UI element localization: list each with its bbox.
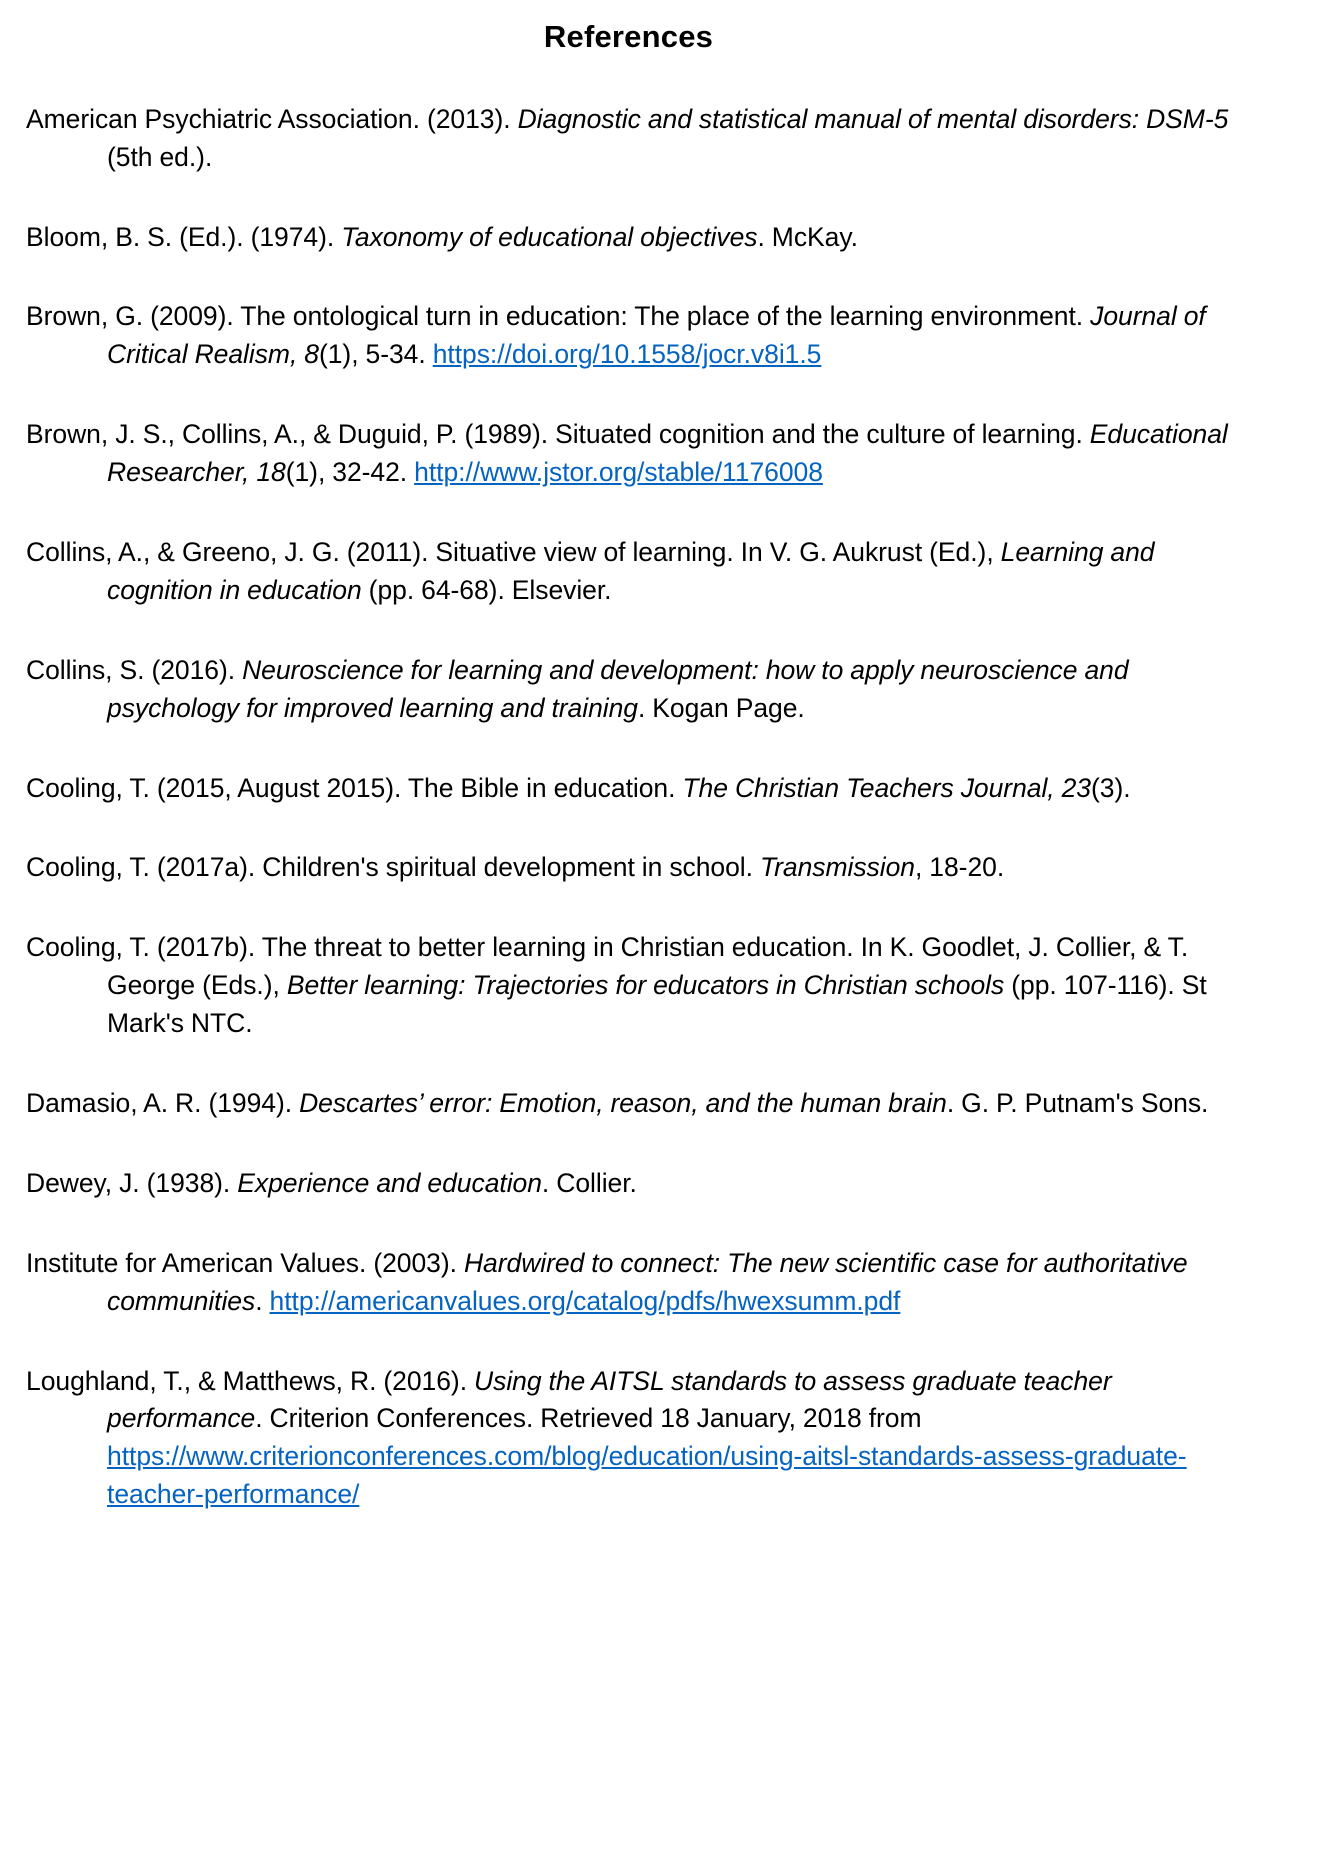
reference-title-italic: Taxonomy of educational objectives xyxy=(341,221,758,252)
reference-title-italic: Diagnostic and statistical manual of mental disorders: DSM-5 xyxy=(517,103,1229,134)
reference-entry xyxy=(26,1363,1261,1515)
reference-title-italic: Journal of Critical Realism, 8 xyxy=(107,301,1206,370)
reference-entry xyxy=(26,534,1261,610)
reference-title-italic: Better learning: Trajectories for educators in Christian schools xyxy=(286,970,1005,1001)
reference-text: Damasio, A. R. (1994). xyxy=(26,1088,300,1118)
reference-text: Collins, A., & Greeno, J. G. (2011). Situative view of learning. In V. G. Aukrust (Ed.), xyxy=(26,536,1001,567)
reference-entry xyxy=(26,1085,1261,1123)
reference-text: (pp. 107-116). St Mark's NTC. xyxy=(107,970,1207,1039)
reference-title-italic: Transmission xyxy=(759,852,915,883)
reference-title-italic: Using the AITSL standards to assess graduate teacher performance xyxy=(107,1365,1112,1434)
reference-text: (1), 5-34. xyxy=(318,339,433,370)
reference-text: (pp. 64-68). Elsevier. xyxy=(361,574,612,605)
reference-entry xyxy=(26,219,1261,257)
reference-hyperlink[interactable]: http://americanvalues.org/catalog/pdfs/hwexsumm.pdf xyxy=(269,1285,901,1316)
reference-text: Loughland, T., & Matthews, R. (2016). xyxy=(26,1365,475,1396)
reference-text: Cooling, T. (2015, August 2015). The Bible in education. xyxy=(26,772,683,803)
reference-text: (3). xyxy=(1090,772,1131,803)
reference-list xyxy=(26,101,1261,1514)
reference-entry xyxy=(26,1245,1261,1321)
reference-entry xyxy=(26,298,1261,374)
reference-text: (5th ed.). xyxy=(107,141,213,172)
reference-title-italic: Hardwired to connect: The new scientific case for authoritative communities xyxy=(107,1247,1188,1316)
reference-text: Cooling, T. (2017b). The threat to better learning in Christian education. In K. Goodlet, J. Collier, & T. George (Eds.), xyxy=(26,932,1189,1001)
reference-text: Bloom, B. S. (Ed.). (1974). xyxy=(26,221,342,252)
reference-text: , 18-20. xyxy=(914,852,1005,883)
reference-title-italic: Learning and cognition in education xyxy=(107,536,1155,605)
reference-text: . xyxy=(255,1285,270,1316)
reference-title-italic: Neuroscience for learning and development: how to apply neuroscience and psychology for improved learning and training xyxy=(107,654,1129,723)
reference-hyperlink[interactable]: http://www.jstor.org/stable/1176008 xyxy=(414,457,823,488)
reference-entry xyxy=(26,849,1261,887)
reference-text: Institute for American Values. (2003). xyxy=(26,1247,464,1278)
reference-entry xyxy=(26,929,1261,1043)
reference-text: Cooling, T. (2017a). Children's spiritual development in school. xyxy=(26,852,760,883)
reference-text: American Psychiatric Association. (2013). xyxy=(26,103,518,134)
reference-entry xyxy=(26,101,1261,177)
page-title: References xyxy=(543,19,714,54)
reference-text: Brown, G. (2009). The ontological turn in education: The place of the learning environment. xyxy=(26,301,1091,332)
reference-text: . Kogan Page. xyxy=(637,692,805,723)
reference-entry xyxy=(26,416,1261,492)
reference-entry xyxy=(26,770,1261,808)
reference-text: (1), 32-42. xyxy=(285,457,415,488)
reference-entry xyxy=(26,652,1261,728)
reference-text: Collins, S. (2016). xyxy=(26,654,243,685)
reference-entry xyxy=(26,1165,1261,1203)
reference-text: . Collier. xyxy=(541,1167,637,1198)
reference-title-italic: Descartes’ error: Emotion, reason, and the human brain xyxy=(299,1088,947,1118)
reference-hyperlink[interactable]: https://doi.org/10.1558/jocr.v8i1.5 xyxy=(432,339,822,370)
reference-title-italic: Educational Researcher, 18 xyxy=(107,419,1228,488)
reference-text: . McKay. xyxy=(757,221,858,252)
reference-title-italic: The Christian Teachers Journal, 23 xyxy=(682,772,1091,803)
reference-text: Brown, J. S., Collins, A., & Duguid, P. (1989). Situated cognition and the culture of learning. xyxy=(26,419,1090,450)
reference-title-italic: Experience and education xyxy=(237,1167,542,1198)
reference-text: . G. P. Putnam's Sons. xyxy=(946,1088,1209,1118)
reference-hyperlink[interactable]: https://www.criterionconferences.com/blog/education/using-aitsl-standards-assess-graduate-teacher-performance/ xyxy=(107,1441,1187,1510)
reference-text: Dewey, J. (1938). xyxy=(26,1167,238,1198)
reference-text: . Criterion Conferences. Retrieved 18 January, 2018 from xyxy=(255,1403,922,1434)
